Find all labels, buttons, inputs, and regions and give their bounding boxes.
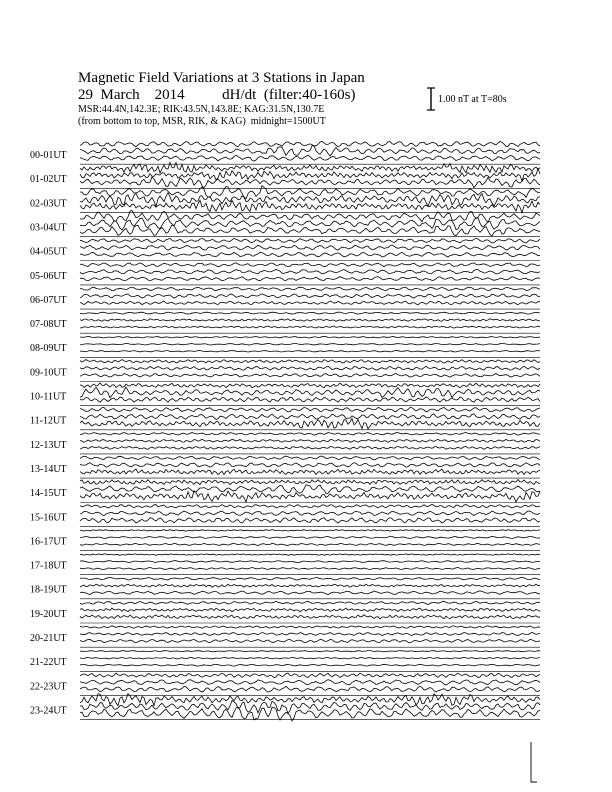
midnight-note: midnight=1500UT <box>250 116 326 127</box>
trace-rik <box>80 680 540 685</box>
trace-msr <box>80 252 540 257</box>
hour-label: 07-08UT <box>30 319 67 331</box>
chart-quantity: dH/dt (filter:40-160s) <box>222 87 356 103</box>
trace-kag <box>80 336 540 338</box>
hour-label: 10-11UT <box>30 391 67 403</box>
hour-label: 06-07UT <box>30 294 67 306</box>
hour-label: 04-05UT <box>30 246 67 258</box>
hour-label: 12-13UT <box>30 439 67 451</box>
hour-label: 17-18UT <box>30 560 67 572</box>
trace-rik <box>80 657 540 659</box>
trace-msr <box>80 568 540 570</box>
hour-label: 11-12UT <box>30 415 67 427</box>
trace-rik <box>80 146 540 156</box>
hour-label: 03-04UT <box>30 222 67 234</box>
station-coordinates: MSR:44.4N,142.3E; RIK:43.5N,143.8E; KAG:31.5N,130.7E <box>78 104 325 115</box>
trace-rik <box>80 366 540 370</box>
trace-kag <box>80 626 540 629</box>
trace-rik <box>80 245 540 250</box>
trace-kag <box>80 530 540 532</box>
trace-kag <box>80 554 540 556</box>
trace-kag <box>80 601 540 604</box>
trace-msr <box>80 351 540 353</box>
trace-kag <box>80 505 540 509</box>
trace-rik <box>80 270 540 274</box>
scale-bar-label: 1.00 nT at T=80s <box>438 94 507 105</box>
hour-label: 09-10UT <box>30 367 67 379</box>
hour-label: 19-20UT <box>30 608 67 620</box>
trace-rik <box>80 319 540 322</box>
hour-label: 02-03UT <box>30 198 67 210</box>
trace-rik <box>80 608 540 612</box>
trace-rik <box>80 485 540 494</box>
trace-msr <box>80 301 540 305</box>
hour-label: 22-23UT <box>30 681 67 693</box>
trace-rik <box>80 344 540 346</box>
trace-msr <box>80 155 540 161</box>
trace-msr <box>80 615 540 619</box>
trace-msr <box>80 491 540 503</box>
hour-label: 21-22UT <box>30 657 67 669</box>
hour-label: 14-15UT <box>30 488 67 500</box>
trace-msr <box>80 543 540 545</box>
trace-msr <box>80 397 540 402</box>
chart-title: Magnetic Field Variations at 3 Stations in Japan <box>78 70 365 86</box>
hour-label: 18-19UT <box>30 584 67 596</box>
trace-kag <box>80 480 540 485</box>
trace-rik <box>80 414 540 420</box>
hour-label: 05-06UT <box>30 270 67 282</box>
hour-label: 16-17UT <box>30 536 67 548</box>
trace-msr <box>80 374 540 378</box>
trace-rik <box>80 387 540 398</box>
trace-rik <box>80 584 540 587</box>
hour-label: 23-24UT <box>30 705 67 717</box>
trace-msr <box>80 591 540 595</box>
trace-kag <box>80 263 540 267</box>
trace-order-note: (from bottom to top, MSR, RIK, & KAG) <box>78 116 246 127</box>
trace-rik <box>80 294 540 298</box>
trace-msr <box>80 277 540 281</box>
trace-kag <box>80 408 540 412</box>
trace-rik <box>80 633 540 636</box>
trace-msr <box>80 469 540 475</box>
trace-rik <box>80 561 540 563</box>
trace-msr <box>80 446 540 449</box>
hour-label: 15-16UT <box>30 512 67 524</box>
trace-msr <box>80 664 540 666</box>
trace-msr <box>80 686 540 692</box>
trace-kag <box>80 577 540 580</box>
hour-label: 08-09UT <box>30 343 67 355</box>
trace-rik <box>80 463 540 468</box>
trace-rik <box>80 511 540 516</box>
trace-kag <box>80 673 540 677</box>
trace-msr <box>80 639 540 643</box>
trace-kag <box>80 141 540 146</box>
trace-kag <box>80 433 540 436</box>
trace-msr <box>80 518 540 523</box>
trace-kag <box>80 287 540 291</box>
trace-kag <box>80 360 540 364</box>
trace-kag <box>80 383 540 388</box>
hour-label: 01-02UT <box>30 174 67 186</box>
chart-date: 29 March 2014 <box>78 87 185 103</box>
trace-msr <box>80 326 540 328</box>
trace-rik <box>80 439 540 442</box>
trace-kag <box>80 312 540 314</box>
trace-msr <box>80 177 540 188</box>
hour-label: 20-21UT <box>30 633 67 644</box>
trace-kag <box>80 456 540 460</box>
trace-kag <box>80 238 540 243</box>
hour-label: 00-01UT <box>30 150 67 161</box>
trace-kag <box>80 186 540 199</box>
end-excursion <box>531 742 537 782</box>
trace-msr <box>80 419 540 429</box>
trace-kag <box>80 651 540 652</box>
trace-rik <box>80 536 540 538</box>
hour-label: 13-14UT <box>30 463 67 475</box>
